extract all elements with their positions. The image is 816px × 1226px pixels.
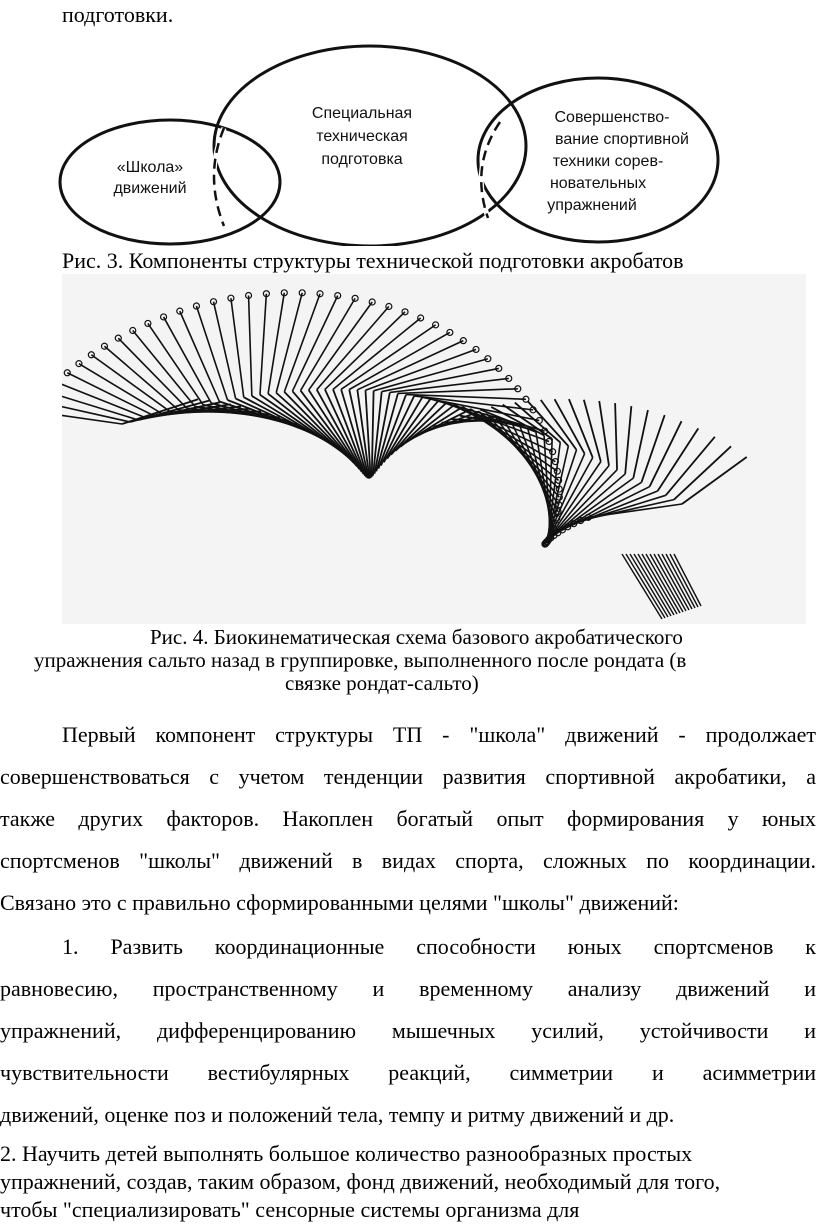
circle-mid-label-2: техническая [316,128,408,145]
list-item-1-line: упражнений, дифференцированию мышечных усилий, устойчивости и [0,1018,816,1043]
head-marker [76,361,82,367]
head-marker [352,295,358,301]
head-marker [101,343,107,349]
leg-segment [569,399,593,458]
trunk-segment [357,341,463,390]
fig4-caption-line-3: связке рондат-сальто) [285,671,479,695]
circle-mid-label-3: подготовка [321,151,403,168]
trunk-segment [231,298,244,397]
circle-left-label-2: движений [113,180,187,197]
paragraph-1-line: совершенствоваться с учетом тенденции развития спортивной акробатики, а [0,764,816,789]
fig4-caption-line-1: Рис. 4. Биокинематическая схема базового акробатического [150,625,683,649]
list-item-2 [0,1140,816,1224]
trunk-segment [148,323,203,404]
list-item-1 [0,926,816,1136]
trunk-segment [260,294,266,395]
circle-right-label-3: техники сорев- [552,153,664,170]
trunk-segment [118,338,187,408]
leg-segment [381,396,414,466]
circle-left-label-1: «Школа» [116,159,184,176]
leg-segment [276,393,350,460]
paragraph-1-line: Связано это с правильно сформированными целями "школы" движений: [0,890,679,915]
trunk-segment [333,318,421,389]
leg-segment [584,400,601,462]
circle-right-label-4: новательных [549,175,647,192]
trunk-segment [268,293,284,394]
leg-segment [615,403,617,470]
trunk-segment [67,373,154,416]
list-item-2-line: 2. Научить детей выполнять большое количество разнообразных простых [0,1141,693,1166]
trunk-segment [309,302,373,390]
leg-segment [333,389,366,477]
list-item-1-line: 1. Развить координационные способности юных спортсменов к [62,934,816,959]
list-item-2-line: упражнений, создав, таким образом, фонд движений, необходимый для того, [0,1169,721,1194]
list-item-2-line: чтобы "специализировать" сенсорные системы организма для [0,1197,580,1222]
trunk-segment [341,325,435,389]
continued-text: подготовки. [62,2,174,27]
paragraph-1-line: Первый компонент структуры ТП - "школа" движений - продолжает [62,722,816,747]
landing-segment [670,554,698,607]
list-item-1-line: чувствительности вестибулярных реакций, симметрии и асимметрии [0,1060,816,1085]
trunk-segment [62,401,130,422]
trunk-segment [133,331,195,407]
fig3-caption: Рис. 3. Компоненты структуры технической подготовки акробатов [62,248,684,273]
circle-mid-label-1: Специальная [311,105,413,122]
leg-segment [650,421,682,486]
fig4-diagram [62,274,806,624]
list-item-1-line: движений, оценке поз и положений тела, темпу и ритму движений и др. [0,1102,675,1127]
fig4-caption-line-2: упражнения сальто назад в группировке, выполненного после рондата (в [34,648,687,672]
head-marker [460,338,466,344]
fig4-caption [0,626,816,695]
leg-segment [625,406,631,474]
circle-right-label-2: вание спортивной [555,131,689,148]
fig3-diagram [0,36,816,246]
list-item-1-line: равновесию, пространственному и временному анализу движений и [0,976,816,1001]
circle-right-label-5: упражнений [547,197,637,214]
trunk-segment [214,302,236,399]
paragraph-1-line: также других факторов. Накоплен богатый опыт формирования у юных [0,806,816,831]
head-marker [177,308,183,314]
head-marker [64,370,70,376]
leg-segment [599,401,609,466]
trunk-segment [249,296,252,396]
trunk-segment [292,296,337,392]
trunk-segment [317,307,389,390]
paragraph-1-line: спортсменов "школы" движений в видах спорта, сложных по координации. [0,848,816,873]
circle-right-label-1: Совершенство- [554,109,670,126]
landing-segment [630,554,668,617]
paragraph-1 [0,714,816,924]
landing-segment [634,554,671,616]
